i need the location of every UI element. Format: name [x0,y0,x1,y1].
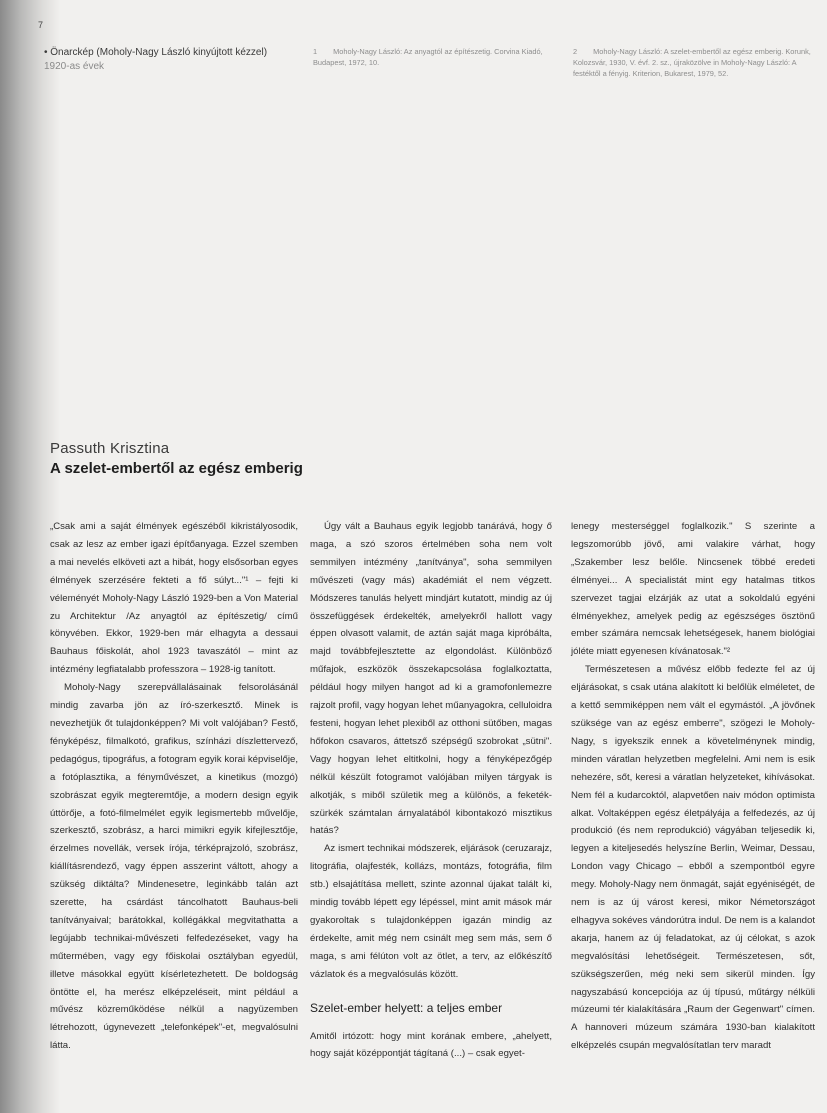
paragraph: „Csak ami a saját élmények egészéből kikristályosodik, csak az lesz az ember igazi építőanyaga. Ezzel szemben a mai nevelés elköveti azt a hibát, hogy elsősorban egyes élmények szerzésére fekteti a fő súlyt..."¹ – fejti ki véleményét Moholy-Nagy László 1929-ben a Von Material zu Architektur /Az anyagtól az építészetig/ című könyvében. Ekkor, 1929-ben már elhagyta a dessaui Bauhaus főiskolát, ahol 1923 tavaszától – mint az intézmény legfiatalabb professzora – 1928-ig tanított. [50,521,298,676]
text-column-1 [50,518,298,1055]
section-subheading: Szelet-ember helyett: a teljes ember [310,1000,503,1015]
page-number: 7 [38,20,44,30]
paragraph: Úgy vált a Bauhaus egyik legjobb tanárává, hogy ő maga, a szó szoros értelmében soha nem volt semmilyen intézmény „tanítványa", soha semmilyen művészeti (vagy más) akadémiát el nem végzett. Módszeres tanulás helyett mindjárt kutatott, mindig az új összefüggések érdekelték, amelyekről hallott vagy éppen olvasott valamit, de aztán saját maga kipróbálta, majd továbbfejlesztette az elgondolást. Különböző műfajok, eszközök összekapcsolása foglalkoztatta, például hogy milyen hangot ad ki a gramofonlemezre rajzolt profil, vagy hogyan lehet műanyagokra, celluloidra festeni, hogyan lehet plexiből az otthoni sütőben, magas hőfokon csavaros, áttetsző szépségű szobrokat „sütni". Vagy hogyan lehet eltitkolni, hogy a fényképezőgép nélkül készült fotogramot valójában milyen tárgyak is alkotják, s miből születik meg a különös, a feketék-szürkék számtalan árnyalatából kibontakozó misztikus hatás? [310,521,552,837]
paragraph: Amitől irtózott: hogy mint korának embere, „ahelyett, hogy saját középpontját tágítaná (...) – csak egyet- [310,1030,552,1060]
text-column-2 [310,518,552,1063]
article-title: A szelet-embertől az egész emberig [50,460,303,477]
paragraph: Természetesen a művész előbb fedezte fel az új eljárásokat, s csak utána alakított ki belőlük elméletet, de a kettő semmiképpen nem vált el egymástól. „A jövőnek szüksége van az egész emberre", szögezi le Moholy-Nagy, s igyekszik ennek a követelménynek mindig, minden váratlan helyzetben megfelelni. Ami nem is esik nehezére, sőt, keresi a váratlan helyzeteket, kihívásokat. Nem fél a kudarcoktól, alapvetően naiv módon optimista alkat. Voltaképpen egész életpályája a felfedezés, az új produkció (és nem reprodukció) vágyában teljesedik ki, legyen a kiteljesedés helyszíne Berlin, Weimar, Dessau, London vagy Chicago – ebből a szempontból egyre megy. Moholy-Nagy nem önmagát, saját egyéniségét, de nem is az új várost keresi, mikor Németországot elhagyva sokéves vándorútra indul. De nem is a kalandot akarja, hanem az új feladatokat, az új célokat, s azok megvalósítási lehetőségeit. Természetesen, sőt, szükségszerűen, még neki sem sikerül minden. Így nagyszabású koncepciója az új típusú, műtárgy nélküli múzeumi tér kialakítására „Raum der Gegenwart" címen. A hannoveri múzeum számára 1930-ban kialakított elképzelés csupán megvalósítatlan terv maradt [571,664,815,1052]
paragraph: Moholy-Nagy szerepvállalásainak felsorolásánál mindig zavarba jön az író-szerkesztő. Minek is nevezhetjük őt tulajdonképpen? Mi volt valójában? Festő, fényképész, filmalkotó, grafikus, színházi díszlettervező, pedagógus, tipográfus, a fotogram egyik korai képviselője, a fotóplasztika, a fényművészet, a kinetikus (mozgó) szobrászat egyik megteremtője, a modern design egyik úttörője, a fotó-filmelmélet egyik legismertebb művelője, szerkesztő, szobrász, a harci mimikri egyik kifejlesztője, érzelmes novellák, versek írója, térképrajzoló, szobrász, kiállításrendező, vagy éppen asszerint váltott, ahogy a szükség diktálta? Mindenesetre, leginkább talán azt szerette, ha csárdást táncolhatott Bauhaus-beli tanítványaival; barátokkal, kollégákkal megvitathatta a legújabb technikai-művészeti felfedezéseket, vagy ha műtermében, vagy egy főiskolai osztályban egyedül, illetve másokkal együtt kísérletezhetett. De boldogság öntötte el, ha merész elképzeléseit, mint például a művész közreműködése nélkül a nagyüzemben létrehozott, úgynevezett „telefonképek"-et, megvalósulni látta. [50,682,298,1052]
footnote-number: 1 [313,47,318,56]
caption-title: • Önarckép (Moholy-Nagy László kinyújtott kézzel) [44,47,268,58]
image-caption [44,46,294,74]
footnote-2 [573,46,821,79]
footnote-1 [313,46,553,68]
footnote-text: Moholy-Nagy László: Az anyagtól az építészetig. Corvina Kiadó, Budapest, 1972, 10. [313,47,543,67]
text-column-3 [571,518,815,1055]
caption-date: 1920-as évek [44,61,105,72]
article-author: Passuth Krisztina [50,440,170,457]
paragraph: lenegy mesterséggel foglalkozik." S szerinte a legszomorúbb jövő, ami valakire várhat, hogy „Szakember lesz belőle. Nincsenek többé eredeti élményei... A specialistát mint egy hatalmas titkos szervezet tagjai elzárják az utat a sokoldalú egyéni élményekhez, amelyek pedig az egészséges ösztönű ember számára nemcsak lehetségesek, hanem biológiai jóléte miatt egyenesen kívánatosak."² [571,521,815,658]
paragraph: Az ismert technikai módszerek, eljárások (ceruzarajz, litográfia, olajfesték, kollázs, montázs, fotográfia, film stb.) elsajátítása mellett, szinte azonnal újakat talált ki, mindig tovább lépett egy lépéssel, mint amit mások már gyakoroltak s tulajdonképpen igazán mindig az érdekelte, amit még nem csinált meg sem más, sem ő maga, s ami félúton volt az ötlet, a terv, az előkészítő vázlatok és a megvalósulás között. [310,843,552,980]
footnote-number: 2 [573,47,578,56]
footnote-text: Moholy-Nagy László: A szelet-embertől az egész emberig. Korunk, Kolozsvár, 1930, V. évf. 2. sz., újraközölve in Moholy-Nagy László: A festéktől a fényig. Kriterion, Bukarest, 1979, 52. [573,47,811,78]
